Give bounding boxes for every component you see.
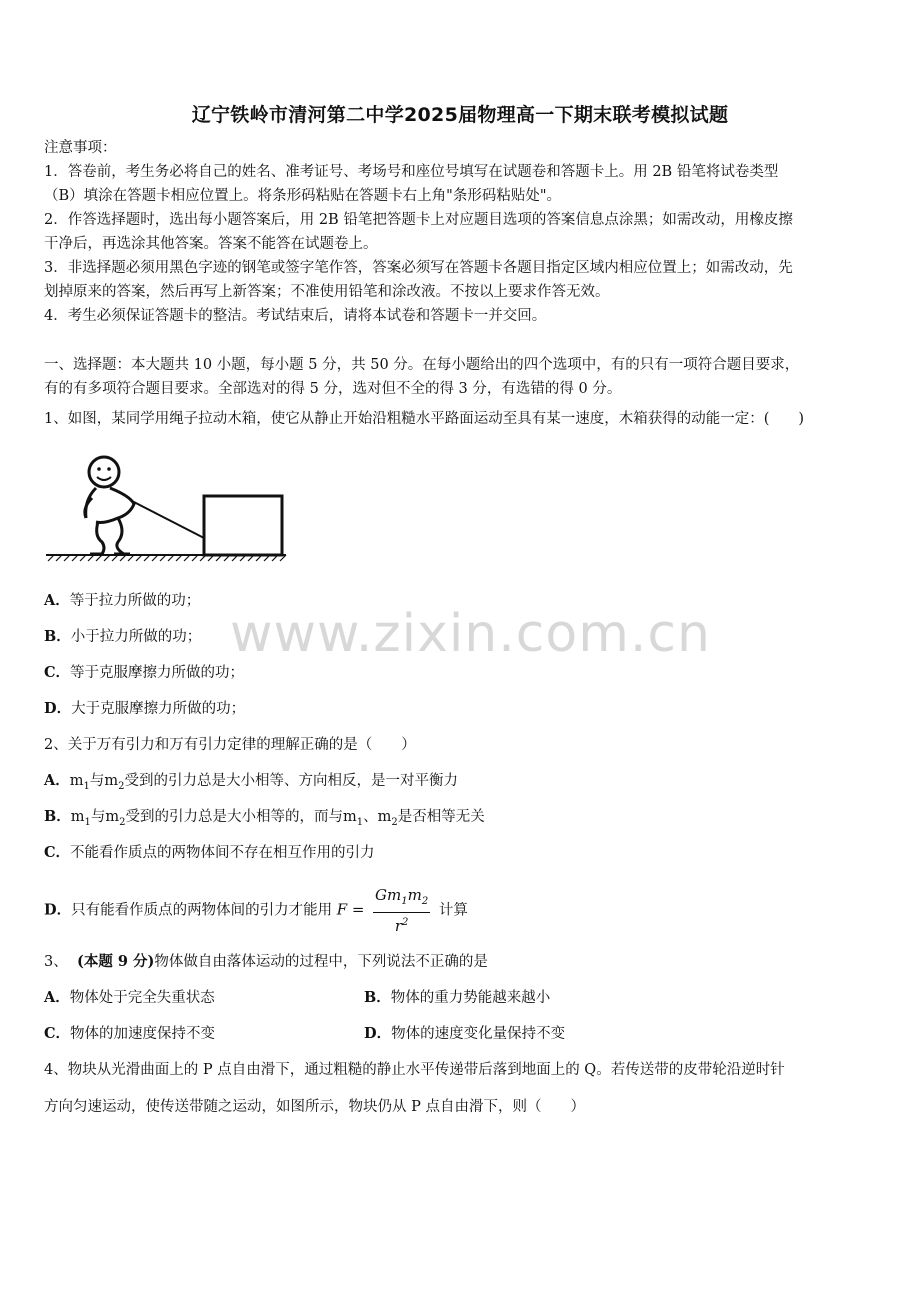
question-2-option-c[interactable]: C．不能看作质点的两物体间不存在相互作用的引力 xyxy=(44,844,375,861)
person-head xyxy=(89,457,119,487)
pulling-box-figure xyxy=(44,452,294,567)
page-title: 辽宁铁岭市清河第二中学2025届物理高一下期末联考模拟试题 xyxy=(191,104,729,126)
section-heading: 有的有多项符合题目要求。全部选对的得 5 分，选对但不全的得 3 分，有选错的得 0 分。 xyxy=(44,381,622,397)
question-1-option-b[interactable]: B．小于拉力所做的功； xyxy=(44,628,202,645)
question-3-option-d[interactable]: D．物体的速度变化量保持不变 xyxy=(364,1025,566,1042)
question-4-stem-line2: 方向匀速运动，使传送带随之运动，如图所示，物块仍从 P 点自由滑下，则（ ） xyxy=(44,1099,585,1115)
formula-lhs: F = xyxy=(336,900,365,919)
question-3-option-c[interactable]: C．物体的加速度保持不变 xyxy=(44,1025,216,1042)
box xyxy=(204,496,282,555)
gravitation-formula: $\frac{Gm_1m_2}{r^2}$ xyxy=(375,886,429,935)
question-2-stem: 2、关于万有引力和万有引力定律的理解正确的是（ ） xyxy=(44,737,416,753)
watermark: www.zixin.com.cn xyxy=(230,604,711,664)
notice-line: 1．答卷前，考生务必将自己的姓名、准考证号、考场号和座位号填写在试题卷和答题卡上。用 2B 铅笔将试卷类型 xyxy=(44,164,779,180)
question-1-option-a[interactable]: A．等于拉力所做的功； xyxy=(44,592,201,609)
question-3-stem: 3、 (本题 9 分)物体做自由落体运动的过程中，下列说法不正确的是 xyxy=(44,953,488,970)
question-2-option-d[interactable]: D．只有能看作质点的两物体间的引力才能用 F = $\frac{Gm_1m_2}{r^2}$ 计算 xyxy=(44,886,468,935)
section-heading: 一、选择题：本大题共 10 小题，每小题 5 分，共 50 分。在每小题给出的四个选项中，有的只有一项符合题目要求， xyxy=(44,357,800,373)
question-2-option-a[interactable]: A．$m_1$与$m_2$受到的引力总是大小相等、方向相反，是一对平衡力 xyxy=(44,772,459,792)
question-2-option-b[interactable]: B．$m_1$与$m_2$受到的引力总是大小相等的，而与$m_1$、$m_2$是否相等无关 xyxy=(44,808,485,828)
notice-line: 2．作答选择题时，选出每小题答案后，用 2B 铅笔把答题卡上对应题目选项的答案信息点涂黑；如需改动，用橡皮擦 xyxy=(44,212,793,228)
notice-line: 干净后，再选涂其他答案。答案不能答在试题卷上。 xyxy=(44,236,378,252)
question-4-stem-line1: 4、物块从光滑曲面上的 P 点自由滑下，通过粗糙的静止水平传递带后落到地面上的 Q。若传送带的皮带轮沿逆时针 xyxy=(44,1062,785,1078)
question-1-stem: 1、如图，某同学用绳子拉动木箱，使它从静止开始沿粗糙水平路面运动至具有某一速度，木箱获得的动能一定：( ) xyxy=(44,411,805,427)
question-1-option-c[interactable]: C．等于克服摩擦力所做的功； xyxy=(44,664,245,681)
notice-line: 4．考生必须保证答题卡的整洁。考试结束后，请将本试卷和答题卡一并交回。 xyxy=(44,308,547,324)
question-3-option-b[interactable]: B．物体的重力势能越来越小 xyxy=(364,989,551,1006)
question-3-option-a[interactable]: A．物体处于完全失重状态 xyxy=(44,989,215,1006)
notice-line: 3．非选择题必须用黑色字迹的钢笔或签字笔作答，答案必须写在答题卡各题目指定区域内相应位置上；如需改动，先 xyxy=(44,260,793,276)
rope xyxy=(130,500,204,538)
question-1-option-d[interactable]: D．大于克服摩擦力所做的功； xyxy=(44,700,246,717)
notice-line: （B）填涂在答题卡相应位置上。将条形码粘贴在答题卡右上角"条形码粘贴处"。 xyxy=(44,188,561,204)
notice-line: 划掉原来的答案，然后再写上新答案；不准使用铅笔和涂改液。不按以上要求作答无效。 xyxy=(44,284,610,300)
notice-heading: 注意事项： xyxy=(44,140,117,156)
